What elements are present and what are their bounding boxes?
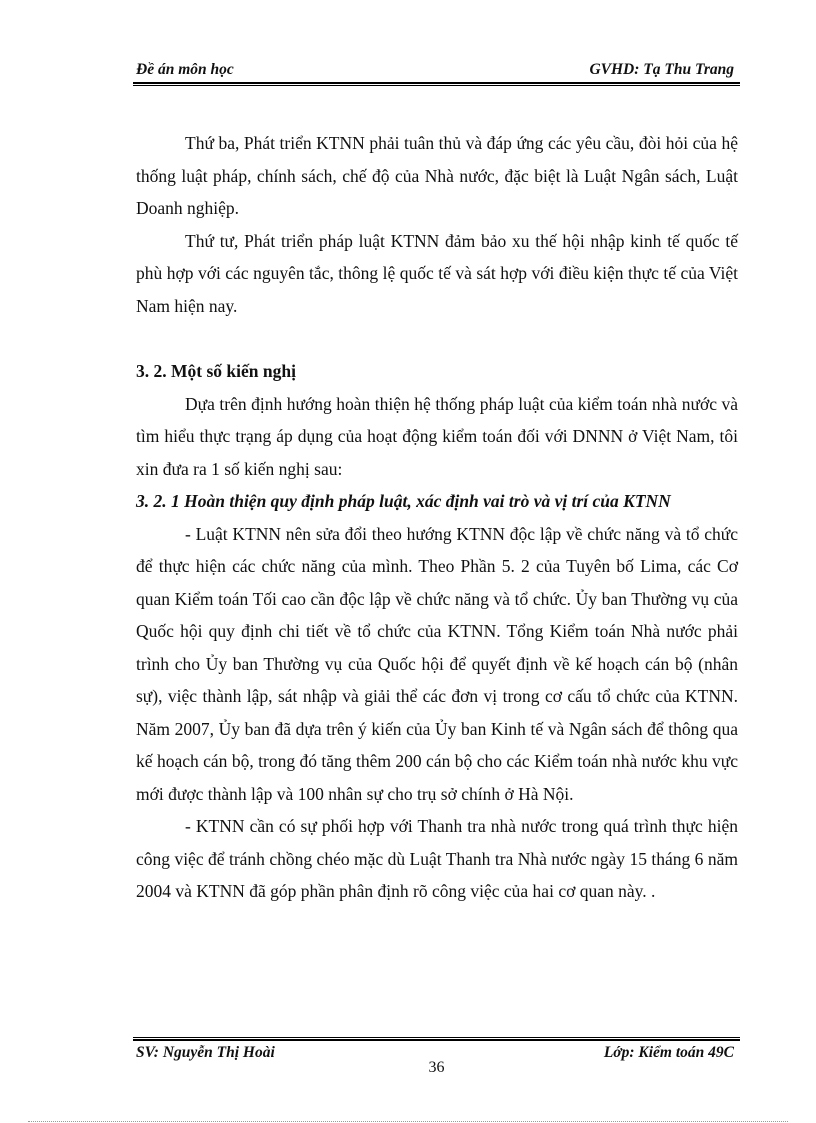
page-body (136, 127, 738, 908)
paragraph-fourth-principle: Thứ tư, Phát triển pháp luật KTNN đảm bảo xu thế hội nhập kinh tế quốc tế phù hợp với các nguyên tắc, thông lệ quốc tế và sát hợp với điều kiện thực tế của Việt Nam hiện nay. (136, 230, 738, 316)
header-rule-thick (133, 82, 740, 84)
header-course-title: Đề án môn học (136, 61, 234, 78)
header-supervisor: GVHD: Tạ Thu Trang (589, 61, 734, 78)
section-heading: 3. 2. Một số kiến nghị (136, 361, 296, 381)
footer-rule-thin (133, 1037, 740, 1038)
paragraph-third-principle: Thứ ba, Phát triển KTNN phải tuân thủ và đáp ứng các yêu cầu, đòi hỏi của hệ thống luật pháp, chính sách, chế độ của Nhà nước, đặc biệt là Luật Ngân sách, Luật Doanh nghiệp. (136, 133, 738, 218)
footer-rule-thick (133, 1039, 740, 1041)
paragraph-intro-recommendations: Dựa trên định hướng hoàn thiện hệ thống pháp luật của kiểm toán nhà nước và tìm hiểu thực trạng áp dụng của hoạt động kiểm toán đối với DNNN ở Việt Nam, tôi xin đưa ra 1 số kiến nghị sau: (136, 393, 738, 479)
subsection-heading: 3. 2. 1 Hoàn thiện quy định pháp luật, xác định vai trò và vị trí của KTNN (136, 491, 671, 511)
paragraph-recommendation-2: - KTNN cần có sự phối hợp với Thanh tra nhà nước trong quá trình thực hiện công việc để tránh chồng chéo mặc dù Luật Thanh tra Nhà nước ngày 15 tháng 6 năm 2004 và KTNN đã góp phần phân định rõ công việc của hai cơ quan này. . (136, 816, 738, 901)
page-header (133, 58, 740, 82)
header-rule-thin (133, 85, 740, 86)
footer-student: SV: Nguyễn Thị Hoài (136, 1044, 275, 1061)
paragraph-gap (136, 322, 738, 355)
page-number: 36 (428, 1059, 445, 1076)
footer-class: Lớp: Kiểm toán 49C (603, 1044, 734, 1061)
paragraph-recommendation-1: - Luật KTNN nên sửa đổi theo hướng KTNN độc lập về chức năng và tổ chức để thực hiện các chức năng của mình. Theo Phần 5. 2 của Tuyên bố Lima, các Cơ quan Kiểm toán Tối cao cần độc lập về chức năng và tổ chức. Ủy ban Thường vụ của Quốc hội quy định chi tiết về tổ chức của KTNN. Tổng Kiểm toán Nhà nước phải trình cho Ủy ban Thường vụ của Quốc hội để quyết định về kế hoạch cán bộ (nhân sự), việc thành lập, sát nhập và giải thể các đơn vị trong cơ cấu tổ chức của KTNN. Năm 2007, Ủy ban đã dựa trên ý kiến của Ủy ban Kinh tế và Ngân sách để thông qua kế hoạch cán bộ, trong đó tăng thêm 200 cán bộ cho các Kiểm toán nhà nước khu vực mới được thành lập và 100 nhân sự cho trụ sở chính ở Hà Nội. (136, 523, 738, 804)
page-bottom-dotted-border (28, 1121, 788, 1122)
